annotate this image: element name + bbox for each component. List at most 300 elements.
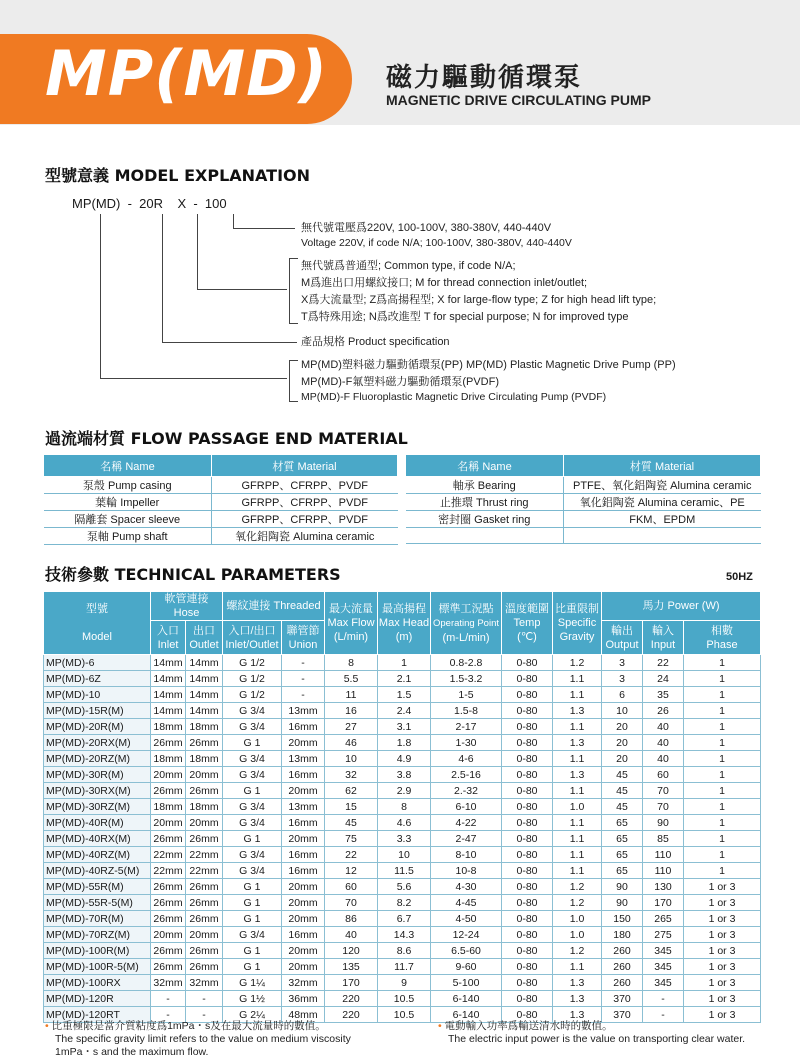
table-cell: 泵殼 Pump casing [44,477,212,494]
table-cell: 1 [684,719,761,735]
table-cell: 0-80 [502,879,553,895]
table-cell: 70 [325,895,378,911]
table-cell: 3 [602,655,643,671]
table-cell: 1-5 [431,687,502,703]
table-cell: 0-80 [502,943,553,959]
header-specific-gravity: 比重限制 Specific Gravity [553,592,602,655]
table-cell: 32mm [186,975,223,991]
table-cell: 1.1 [553,847,602,863]
table-cell: 26mm [151,959,186,975]
table-cell: 1 or 3 [684,879,761,895]
table-cell: 16mm [282,863,325,879]
header-outlet: 出口 Outlet [186,621,223,655]
table-cell: 3.3 [378,831,431,847]
model-cell: MP(MD)-55R-5(M) [44,895,151,911]
table-cell: 22 [643,655,684,671]
table-cell: 170 [643,895,684,911]
table-cell: 0-80 [502,719,553,735]
table-cell: G 1 [223,895,282,911]
table-cell: 16mm [282,767,325,783]
table-cell: 32 [325,767,378,783]
model-cell: MP(MD)-40RZ-5(M) [44,863,151,879]
table-cell: 1 or 3 [684,1007,761,1023]
table-cell: 20mm [282,911,325,927]
table-row [44,687,761,703]
table-cell: 35 [643,687,684,703]
table-cell: 14mm [186,655,223,671]
model-cell: MP(MD)-55R(M) [44,879,151,895]
type-line: X爲大流量型; Z爲高揚程型; X for large-flow type; Z for high head lift type; [301,294,657,306]
table-cell: 20mm [282,879,325,895]
table-row [406,528,761,544]
table-cell: 26mm [186,735,223,751]
model-cell: MP(MD)-30RX(M) [44,783,151,799]
column-header: 材質 Material [212,455,398,477]
table-cell: 4-6 [431,751,502,767]
table-cell: 5.6 [378,879,431,895]
type-line: 無代號爲普通型; Common type, if code N/A; [301,260,516,272]
table-cell: 1 [684,687,761,703]
table-cell: 1.1 [553,751,602,767]
table-cell: 1.3 [553,1007,602,1023]
header-power: 馬力 Power (W) [602,592,761,621]
material-table-right [405,454,761,544]
table-cell: 65 [602,863,643,879]
table-cell: G 3/4 [223,703,282,719]
table-cell: 2.9 [378,783,431,799]
table-cell: 1.5-3.2 [431,671,502,687]
table-cell: 18mm [151,799,186,815]
table-cell: G 1 [223,831,282,847]
model-cell: MP(MD)-120RT [44,1007,151,1023]
table-cell: 26mm [151,735,186,751]
table-cell: GFRPP、CFRPP、PVDF [212,511,398,528]
table-cell: 1 [684,703,761,719]
table-cell: 14mm [151,671,186,687]
table-cell: 11.7 [378,959,431,975]
table-cell: 110 [643,863,684,879]
table-cell: 0-80 [502,847,553,863]
table-cell: 0-80 [502,751,553,767]
table-cell: 22 [325,847,378,863]
table-cell: - [282,671,325,687]
table-cell: 隔離套 Spacer sleeve [44,511,212,528]
table-cell: 20mm [151,767,186,783]
header-input: 輸入 Input [643,621,684,655]
table-cell: 4-22 [431,815,502,831]
table-cell: 370 [602,1007,643,1023]
table-row [44,783,761,799]
table-cell: 26mm [186,911,223,927]
table-cell: 2.1 [378,671,431,687]
table-cell: 1.1 [553,719,602,735]
bracket [289,360,298,402]
table-cell: 1 [684,671,761,687]
model-cell: MP(MD)-40RZ(M) [44,847,151,863]
table-cell: 1.1 [553,831,602,847]
table-cell: 120 [325,943,378,959]
table-cell: 氧化鋁陶瓷 Alumina ceramic、PE [564,494,761,511]
table-cell: 0-80 [502,703,553,719]
table-cell: G 3/4 [223,751,282,767]
brand-title: MP(MD) [45,37,328,110]
table-cell: 3.8 [378,767,431,783]
table-cell: 1 [378,655,431,671]
table-cell: 16mm [282,927,325,943]
model-cell: MP(MD)-40R(M) [44,815,151,831]
table-cell: 8 [378,799,431,815]
table-cell: 0-80 [502,735,553,751]
voltage-cn: 無代號電壓爲220V, 100-100V, 380-380V, 440-440V [301,222,552,234]
model-cell: MP(MD)-20R(M) [44,719,151,735]
table-cell: 18mm [186,799,223,815]
table-cell: 110 [643,847,684,863]
bracket [289,258,298,324]
note-input-power [438,1020,745,1046]
table-cell: 1 [684,751,761,767]
table-cell: 18mm [186,719,223,735]
table-cell: 10 [325,751,378,767]
table-cell [406,528,564,544]
table-cell: 葉輪 Impeller [44,494,212,511]
type-line: M爲進出口用螺紋接口; M for thread connection inlet/outlet; [301,277,588,289]
table-cell: PTFE、氧化鋁陶瓷 Alumina ceramic [564,477,761,494]
table-cell: 0-80 [502,959,553,975]
table-cell: 1.3 [553,975,602,991]
table-cell: 20mm [282,959,325,975]
table-cell: 130 [643,879,684,895]
header-inlet-outlet: 入口/出口 Inlet/Outlet [223,621,282,655]
table-cell: 1 or 3 [684,991,761,1007]
table-row [44,494,398,511]
table-cell: 65 [602,831,643,847]
table-cell: 1 [684,815,761,831]
table-cell: 345 [643,975,684,991]
table-cell: 4-30 [431,879,502,895]
table-cell: 40 [643,719,684,735]
table-cell: 45 [602,783,643,799]
table-cell: 13mm [282,751,325,767]
table-cell: 6 [602,687,643,703]
table-cell: G 1 [223,783,282,799]
table-row [44,959,761,975]
table-cell: 軸承 Bearing [406,477,564,494]
table-cell: 8-10 [431,847,502,863]
type-line: T爲特殊用途; N爲改進型 T for special purpose; N for improved type [301,311,629,323]
table-cell: 1 [684,783,761,799]
table-row [44,975,761,991]
table-cell: 1.1 [553,863,602,879]
table-cell: 46 [325,735,378,751]
model-cell: MP(MD)-40RX(M) [44,831,151,847]
table-cell: - [643,991,684,1007]
table-cell: 8.6 [378,943,431,959]
table-row [44,511,398,528]
table-row [44,847,761,863]
table-cell: 4.6 [378,815,431,831]
table-row [44,735,761,751]
table-cell: 26mm [151,783,186,799]
table-cell: 1.2 [553,943,602,959]
table-cell: 90 [643,815,684,831]
table-cell: 1.1 [553,671,602,687]
table-cell: G 3/4 [223,847,282,863]
series-line: MP(MD)-F氟塑料磁力驅動循環泵(PVDF) [301,376,499,388]
table-cell: GFRPP、CFRPP、PVDF [212,494,398,511]
table-cell: 26mm [186,895,223,911]
header-operating-point: 標準工況點 Operating Point (m-L/min) [431,592,502,655]
table-row [44,879,761,895]
table-cell: 26mm [151,943,186,959]
table-cell: - [282,655,325,671]
table-cell: 26mm [186,879,223,895]
table-cell: 13mm [282,703,325,719]
table-row [44,927,761,943]
material-table-left [43,454,398,545]
model-cell: MP(MD)-70RZ(M) [44,927,151,943]
series-line: MP(MD)塑料磁力驅動循環泵(PP) MP(MD) Plastic Magnetic Drive Pump (PP) [301,359,676,371]
table-cell: 1 or 3 [684,895,761,911]
model-explanation-title: 型號意義 MODEL EXPLANATION [45,166,311,185]
table-row [44,863,761,879]
table-cell: G 3/4 [223,927,282,943]
table-cell: 40 [643,735,684,751]
table-cell: 0.8-2.8 [431,655,502,671]
table-cell: 泵軸 Pump shaft [44,528,212,545]
table-cell: 15 [325,799,378,815]
table-cell: 20mm [282,783,325,799]
table-cell: G 1½ [223,991,282,1007]
table-cell: 45 [602,799,643,815]
table-cell: 1.5-8 [431,703,502,719]
table-cell: 1 [684,847,761,863]
table-cell: G 3/4 [223,815,282,831]
table-cell: 26 [643,703,684,719]
table-cell: 86 [325,911,378,927]
table-cell: FKM、EPDM [564,511,761,528]
table-cell: 11.5 [378,863,431,879]
connector-line [197,289,287,290]
table-cell: 止推環 Thrust ring [406,494,564,511]
table-cell: 32mm [282,975,325,991]
table-cell: 10 [602,703,643,719]
model-cell: MP(MD)-6Z [44,671,151,687]
table-cell: 2.5-16 [431,767,502,783]
table-cell: 14.3 [378,927,431,943]
table-row [44,655,761,671]
table-cell: 75 [325,831,378,847]
connector-line [162,214,163,342]
table-cell: 11 [325,687,378,703]
model-cell: MP(MD)-15R(M) [44,703,151,719]
table-cell: 氧化鋁陶瓷 Alumina ceramic [212,528,398,545]
table-cell: 16mm [282,815,325,831]
bullet-icon: • [45,1020,52,1032]
table-cell: 0-80 [502,991,553,1007]
note-en: The electric input power is the value on transporting clear water. [448,1033,746,1045]
model-cell: MP(MD)-120R [44,991,151,1007]
table-cell: 1.1 [553,815,602,831]
note-en: The specific gravity limit refers to the value on medium viscosity [55,1033,351,1045]
model-cell: MP(MD)-20RZ(M) [44,751,151,767]
column-header: 材質 Material [564,455,761,477]
table-cell: - [186,1007,223,1023]
table-cell: 1.1 [553,959,602,975]
table-cell: 60 [325,879,378,895]
table-cell: 220 [325,1007,378,1023]
note-cn: 電動輸入功率爲輸送清水時的數值。 [444,1020,613,1032]
table-cell: 1 or 3 [684,959,761,975]
table-row [44,528,398,545]
table-cell: 70 [643,783,684,799]
table-cell: 0-80 [502,911,553,927]
bullet-icon: • [438,1020,445,1032]
table-cell: 18mm [151,751,186,767]
table-cell: 6.5-60 [431,943,502,959]
product-title-en: MAGNETIC DRIVE CIRCULATING PUMP [386,92,651,108]
table-row [44,911,761,927]
table-cell: 260 [602,975,643,991]
table-row [406,511,761,528]
header-temp: 溫度範圍 Temp (℃) [502,592,553,655]
model-code: MP(MD) - 20R X - 100 [72,196,227,211]
table-cell: G 3/4 [223,719,282,735]
table-cell: 65 [602,847,643,863]
table-cell: 40 [325,927,378,943]
model-cell: MP(MD)-100R(M) [44,943,151,959]
table-cell: 260 [602,959,643,975]
table-cell: 1 [684,655,761,671]
table-cell: G 1/2 [223,671,282,687]
connector-line [197,214,198,289]
note-specific-gravity [45,1020,351,1059]
table-cell: G 2¼ [223,1007,282,1023]
table-cell: 20mm [282,895,325,911]
model-cell: MP(MD)-30RZ(M) [44,799,151,815]
table-row [406,477,761,494]
product-spec: 產品規格 Product specification [301,336,450,348]
table-cell: - [186,991,223,1007]
table-cell: 48mm [282,1007,325,1023]
table-cell: 2-47 [431,831,502,847]
table-cell: G 3/4 [223,863,282,879]
table-row [44,895,761,911]
table-row [44,767,761,783]
table-cell: 12-24 [431,927,502,943]
table-row [44,671,761,687]
table-cell: G 1/2 [223,687,282,703]
table-cell: G 1 [223,943,282,959]
table-cell: 20 [602,719,643,735]
table-cell: 18mm [151,719,186,735]
table-row [44,703,761,719]
column-header: 名稱 Name [44,455,212,477]
table-cell: 5.5 [325,671,378,687]
table-row [44,719,761,735]
table-row [44,831,761,847]
table-cell: 6-10 [431,799,502,815]
table-cell: 3.1 [378,719,431,735]
table-cell: 20mm [186,927,223,943]
table-cell: 20mm [282,943,325,959]
table-cell: 32mm [151,975,186,991]
model-cell: MP(MD)-100RX [44,975,151,991]
table-row [44,815,761,831]
table-cell: 27 [325,719,378,735]
header-threaded: 螺紋連接 Threaded [223,592,325,621]
table-cell: 9-60 [431,959,502,975]
table-cell: 2.4 [378,703,431,719]
table-cell: 0-80 [502,895,553,911]
header-band [0,0,800,125]
table-cell: 62 [325,783,378,799]
table-cell: 1 or 3 [684,927,761,943]
table-row [44,477,398,494]
table-cell: 1 [684,767,761,783]
table-cell: 16mm [282,719,325,735]
table-cell: 8.2 [378,895,431,911]
table-cell: 20mm [186,767,223,783]
table-cell: 22mm [186,863,223,879]
table-cell: 18mm [186,751,223,767]
header-hose: 軟管連接 Hose [151,592,223,621]
table-cell: 22mm [186,847,223,863]
table-cell: 1 [684,831,761,847]
table-cell: 22mm [151,847,186,863]
table-cell: G 3/4 [223,767,282,783]
table-cell: 20 [602,751,643,767]
model-cell: MP(MD)-30R(M) [44,767,151,783]
table-row [44,751,761,767]
model-cell: MP(MD)-100R-5(M) [44,959,151,975]
header-model: 型號 Model [44,592,151,655]
table-cell: - [151,1007,186,1023]
table-cell: 0-80 [502,783,553,799]
table-cell: 135 [325,959,378,975]
table-cell: 20mm [282,735,325,751]
table-row [44,991,761,1007]
connector-line [100,378,287,379]
table-cell: 0-80 [502,767,553,783]
table-cell: 1.1 [553,687,602,703]
table-cell: 26mm [186,783,223,799]
table-cell: 65 [602,815,643,831]
flow-material-title: 過流端材質 FLOW PASSAGE END MATERIAL [45,429,408,448]
table-cell: 60 [643,767,684,783]
table-cell: G 1 [223,735,282,751]
table-cell: 1.0 [553,911,602,927]
connector-line [100,214,101,378]
table-cell: 26mm [186,943,223,959]
table-cell: 5-100 [431,975,502,991]
connector-line [162,342,297,343]
table-cell: 密封圈 Gasket ring [406,511,564,528]
table-cell: 8 [325,655,378,671]
table-cell: 1 [684,735,761,751]
table-cell: 6-140 [431,1007,502,1023]
table-cell: G 1 [223,879,282,895]
model-cell: MP(MD)-70R(M) [44,911,151,927]
table-cell: 2.-32 [431,783,502,799]
table-cell: 0-80 [502,927,553,943]
table-cell: 0-80 [502,671,553,687]
table-cell: 1 [684,863,761,879]
table-cell: 1.8 [378,735,431,751]
table-cell: 22mm [151,863,186,879]
table-cell: 1.3 [553,735,602,751]
product-title-cn: 磁力驅動循環泵 [386,63,583,93]
table-cell: 2-17 [431,719,502,735]
